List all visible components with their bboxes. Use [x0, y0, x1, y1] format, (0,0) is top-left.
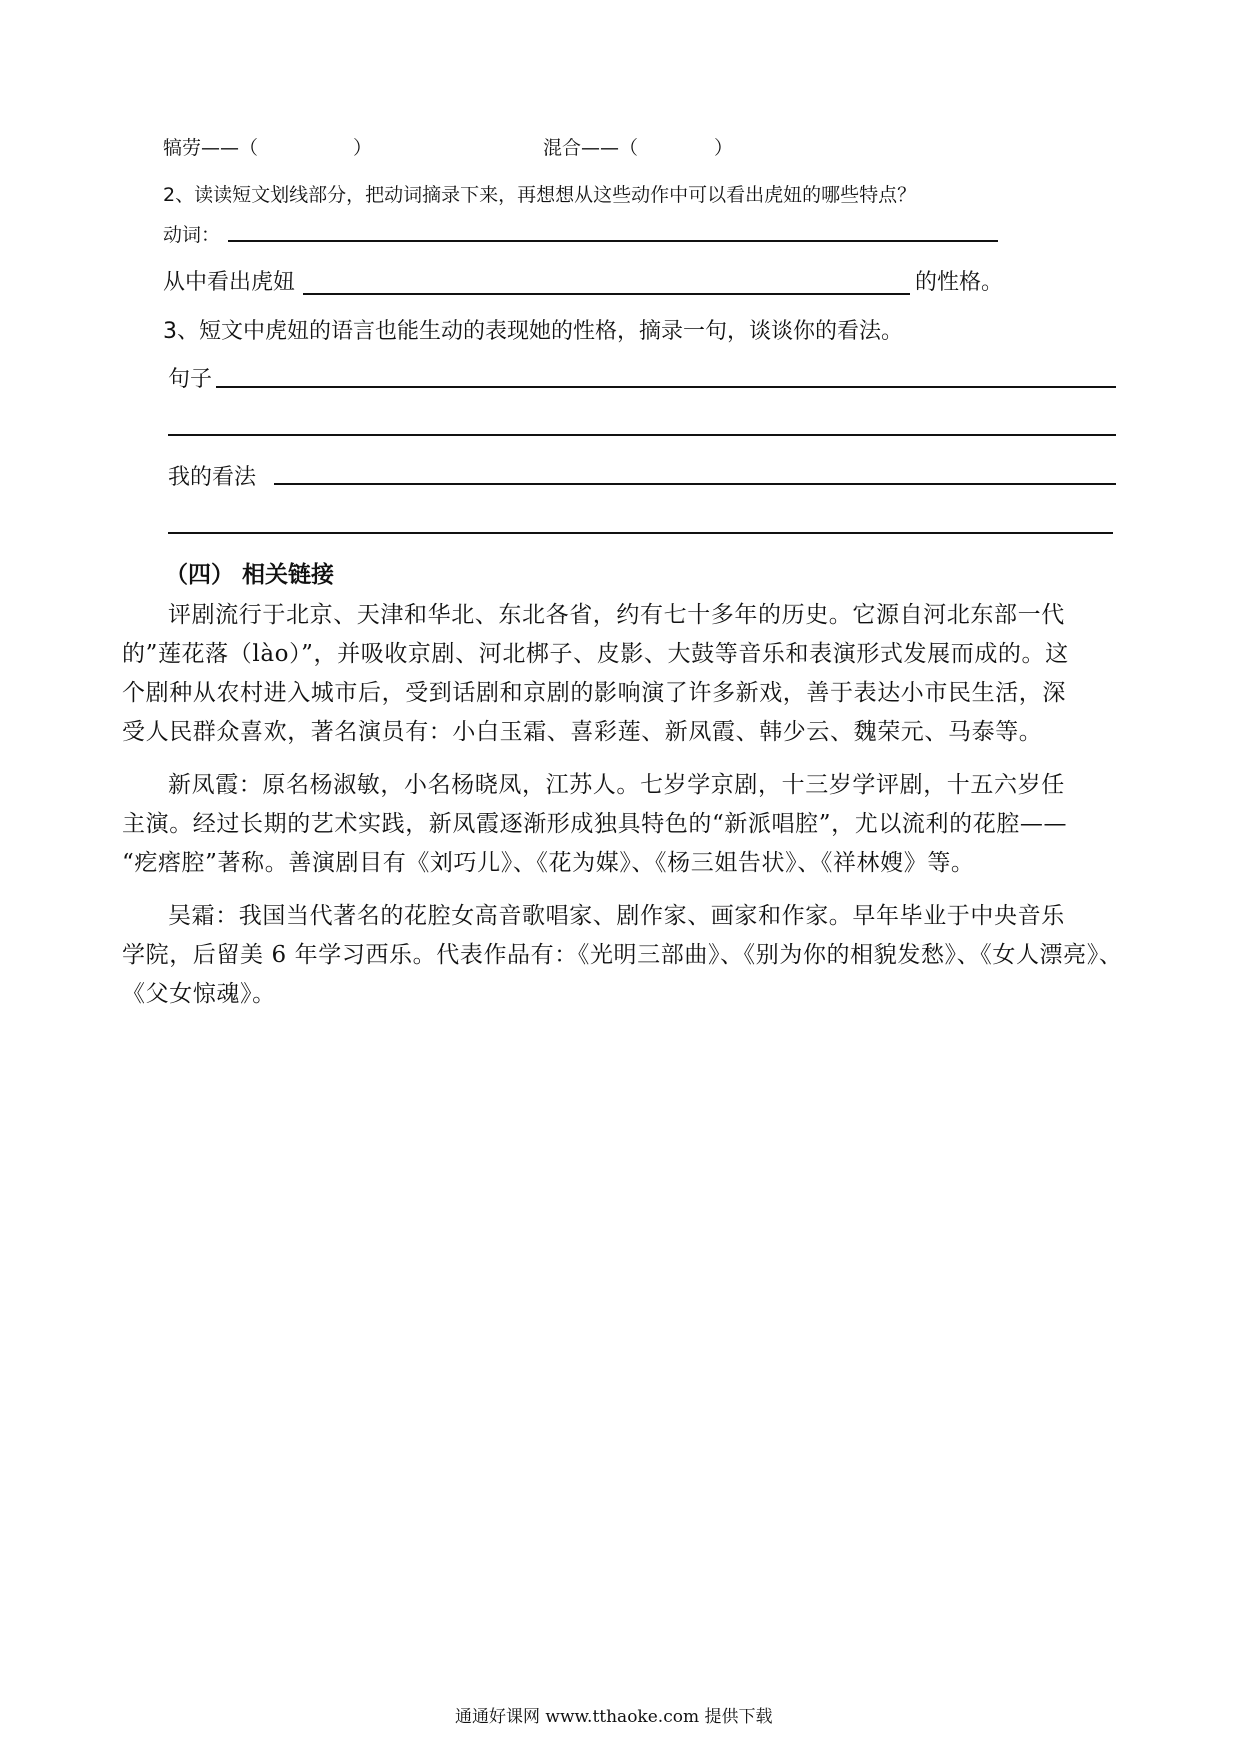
footer-credit: 通通好课网 www.tthaoke.com 提供下载 — [455, 1707, 773, 1727]
character-answer-line[interactable] — [303, 293, 910, 295]
paragraph-wushuang — [122, 897, 1122, 1014]
paragraph-pingju — [122, 596, 1069, 752]
paragraph-line: 新凤霞：原名杨淑敏，小名杨晓凤，江苏人。七岁学京剧，十三岁学评剧，十五六岁任 — [168, 772, 1065, 798]
section-heading: （四） 相关链接 — [165, 562, 335, 588]
see-character-prefix: 从中看出虎妞 — [163, 270, 296, 295]
see-character-suffix: 的性格。 — [915, 270, 1004, 295]
sentence-answer-line-2[interactable] — [168, 434, 1116, 436]
question-3: 3、短文中虎妞的语言也能生动的表现她的性格，摘录一句，谈谈你的看法。 — [163, 319, 903, 344]
question-2: 2、读读短文划线部分，把动词摘录下来，再想想从这些动作中可以看出虎妞的哪些特点？ — [163, 184, 917, 206]
paragraph-line: 受人民群众喜欢，著名演员有：小白玉霜、喜彩莲、新凤霞、韩少云、魏荣元、马泰等。 — [122, 719, 1043, 745]
paragraph-line: 的”莲花落（lào）”，并吸收京剧、河北梆子、皮影、大鼓等音乐和表演形式发展而成的。这 — [122, 641, 1069, 667]
verbs-label: 动词： — [163, 224, 221, 246]
word-pair-1: 犒劳——（ ） — [163, 137, 373, 159]
verbs-answer-line[interactable] — [228, 240, 998, 242]
opinion-label: 我的看法 — [168, 465, 257, 490]
opinion-answer-line-2[interactable] — [168, 532, 1113, 534]
paragraph-line: 学院，后留美 6 年学习西乐。代表作品有：《光明三部曲》、《别为你的相貌发愁》、《女人漂亮》、 — [122, 942, 1123, 968]
paragraph-xinfengxia — [122, 766, 1067, 883]
paragraph-line: 评剧流行于北京、天津和华北、东北各省，约有七十多年的历史。它源自河北东部一代 — [168, 602, 1065, 628]
opinion-answer-line-1[interactable] — [274, 483, 1116, 485]
paragraph-line: 吴霜：我国当代著名的花腔女高音歌唱家、剧作家、画家和作家。早年毕业于中央音乐 — [168, 903, 1065, 929]
paragraph-line: 主演。经过长期的艺术实践，新凤霞逐渐形成独具特色的“新派唱腔”，尤以流利的花腔—— — [122, 811, 1068, 837]
paragraph-line: “疙瘩腔”著称。善演剧目有《刘巧儿》、《花为媒》、《杨三姐告状》、《祥林嫂》等。 — [122, 850, 975, 876]
paragraph-line: 个剧种从农村进入城市后，受到话剧和京剧的影响演了许多新戏，善于表达小市民生活，深 — [122, 680, 1066, 706]
sentence-label: 句子 — [168, 367, 213, 392]
sentence-answer-line-1[interactable] — [216, 386, 1116, 388]
paragraph-line: 《父女惊魂》。 — [122, 981, 276, 1007]
word-pair-2: 混合——（ ） — [543, 137, 734, 159]
